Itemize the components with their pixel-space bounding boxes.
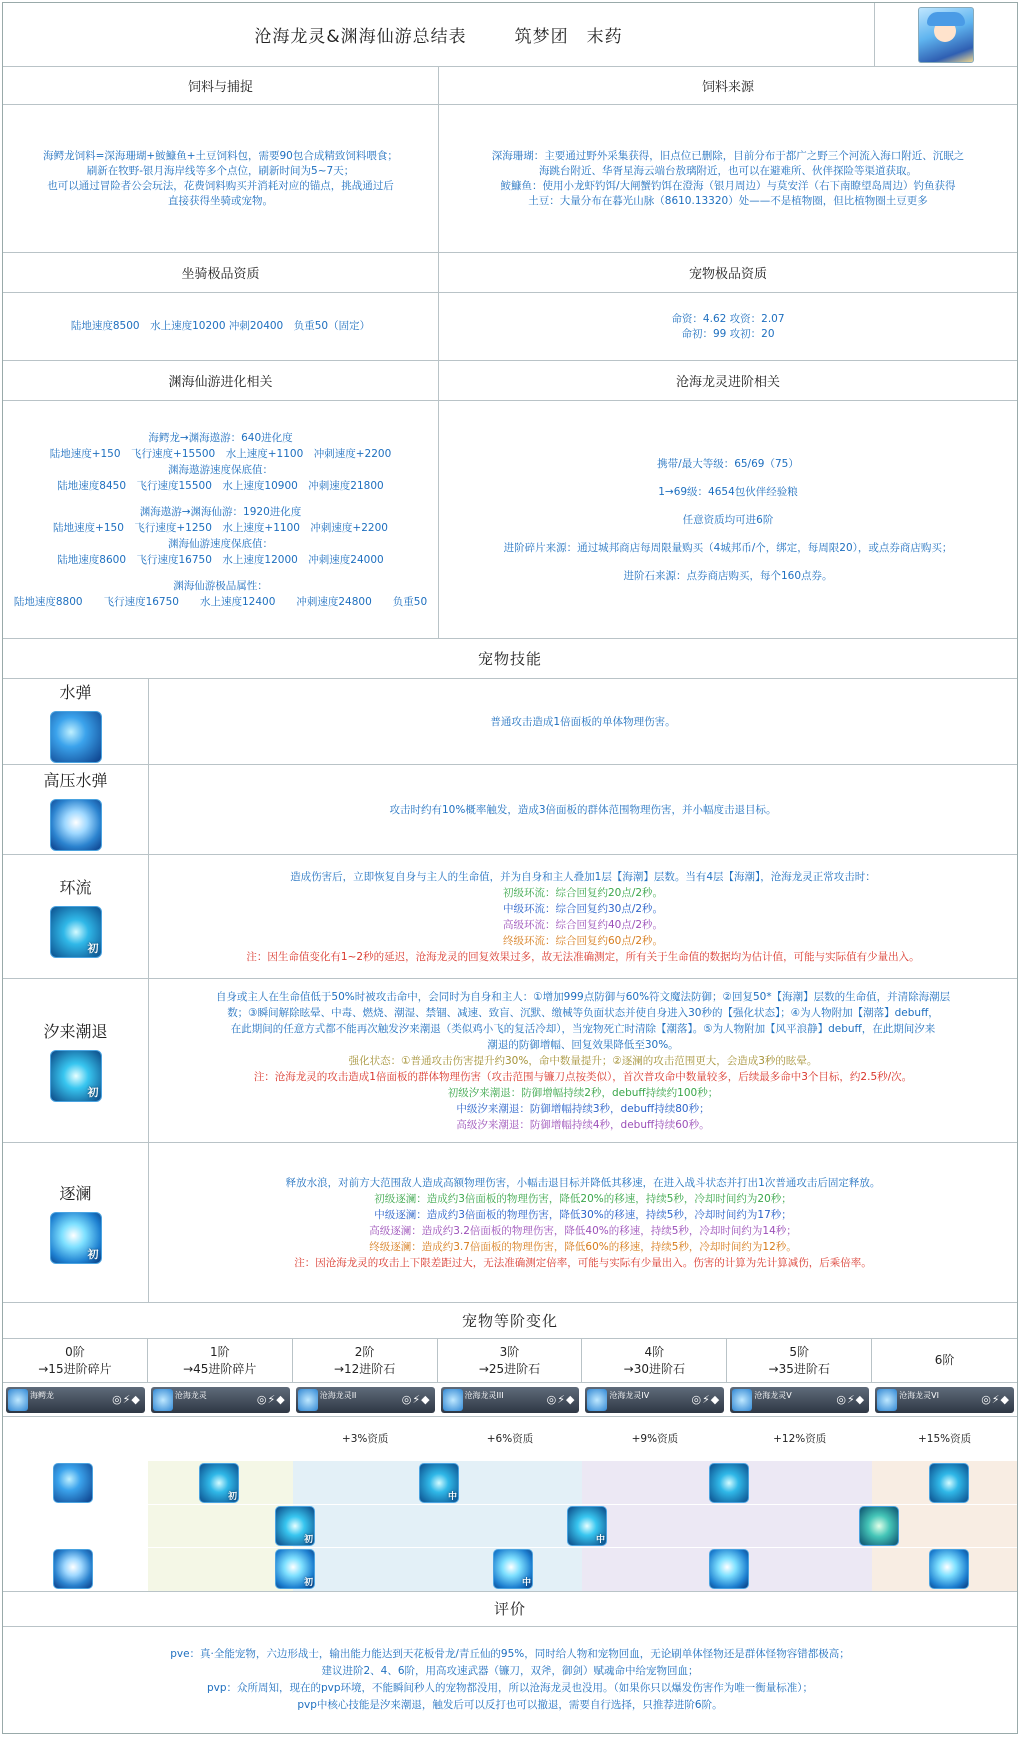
pet-bar-name: 沧海龙灵II: [319, 1391, 357, 1400]
tier-cost: →45进阶碎片: [183, 1361, 257, 1376]
skill-level-badge: 中: [595, 1535, 605, 1545]
tier-header-cell: [438, 1339, 583, 1382]
tier-grid-line: [3, 1547, 1017, 1548]
pet-avatar-icon: [298, 1389, 318, 1411]
tier-header-cell: [727, 1339, 872, 1382]
skill-desc-line: 注：沧海龙灵的攻击造成1倍面板的群体物理伤害（攻击范围与镰刀点按类似），首次普攻命中数量较多，后续最多命中3个目标，约2.5秒/次。: [253, 1070, 913, 1083]
skill-desc-line: 初级汐来潮退：防御增幅持续2秒，debuff持续约100秒；: [447, 1086, 719, 1099]
skill-name-cell: [3, 679, 149, 764]
skill-desc-line: 造成伤害后，立即恢复自身与主人的生命值，并为自身和主人叠加1层【海潮】层数。当有4层【海潮】，沧海龙灵正常攻击时：: [290, 870, 876, 883]
skill-desc-line: 普通攻击造成1倍面板的单体物理伤害。: [490, 715, 676, 728]
header-title-cell: [3, 3, 875, 66]
evo-line: 陆地速度+150 飞行速度+15500 水上速度+1100 冲刺速度+2200: [49, 447, 392, 460]
pet-bar-name: 沧海龙灵III: [464, 1391, 504, 1400]
tier-title: 宠物等阶变化: [461, 1312, 558, 1330]
pet-status-bar: [730, 1387, 869, 1413]
skill-desc-line: 初级逐澜：造成约3倍面板的物理伤害，降低20%的移速，持续5秒，冷却时间约为20秒；: [374, 1192, 792, 1205]
skill-desc-line: 注：因沧海龙灵的攻击上下限差距过大，无法准确测定倍率，可能与实际有少量出入。伤害的计算为先计算减伤，后乘倍率。: [294, 1256, 872, 1269]
tide-ebb-icon: [567, 1506, 607, 1546]
status-icons: ◎⚡◆: [691, 1393, 721, 1406]
evo-line: 渊海遨游→渊海仙游：1920进化度: [139, 505, 302, 518]
pet-bar-name: 沧海龙灵VI: [899, 1391, 939, 1400]
pet-avatar-icon: [732, 1389, 752, 1411]
skill-name: 环流: [59, 878, 92, 897]
skills-title: 宠物技能: [477, 650, 542, 668]
skill-desc-cell: [149, 1143, 1017, 1302]
pet-bar-name: 海鳄龙: [30, 1391, 54, 1400]
evo-title-row: [3, 361, 1017, 401]
feed-catch-text: [3, 105, 439, 252]
review-text: [3, 1627, 1017, 1733]
skill-name-cell: [3, 765, 149, 854]
status-icons: ◎⚡◆: [981, 1393, 1010, 1406]
status-icons: ◎⚡◆: [836, 1393, 866, 1406]
skill-row: [3, 855, 1017, 979]
review-content-row: [3, 1627, 1017, 1733]
evo-line: 陆地速度8450 飞行速度15500 水上速度10900 冲刺速度21800: [57, 479, 384, 492]
pet-advance-text: [439, 401, 1017, 638]
pet-advance-title: 沧海龙灵进阶相关: [675, 375, 780, 390]
pet-avatar-icon: [587, 1389, 607, 1411]
source-line: 深海珊瑚：主要通过野外采集获得，旧点位已删除，目前分布于都广之野三个河流入海口附近、沉眠之: [491, 149, 965, 162]
tier-cost: →35进阶石: [768, 1361, 830, 1376]
mount-quality-text: 陆地速度8500 水上速度10200 冲刺20400 负重50（固定）: [3, 293, 439, 360]
tier-label: 0阶: [65, 1344, 85, 1359]
water-bullet-icon: [50, 711, 102, 763]
review-title: 评价: [493, 1600, 526, 1618]
review-line: pvp中核心技能是汐来潮退，触发后可以反打也可以撤退，需要自行选择，只推荐进阶6阶。: [297, 1699, 723, 1711]
pet-status-bar: [585, 1387, 724, 1413]
page-title: 沧海龙灵&渊海仙游总结表: [254, 27, 467, 47]
skill-desc-line: 初级环流：综合回复约20点/2秒。: [502, 886, 664, 899]
tier-cost: →30进阶石: [623, 1361, 685, 1376]
skill-desc-line: 释放水浪，对前方大范围敌人造成高额物理伤害，小幅击退目标并降低其移速，在进入战斗状态并打出1次普通攻击后固定释放。: [285, 1176, 881, 1189]
mount-quality-title: 坐骑极品资质: [3, 253, 439, 292]
tier-cost: →25进阶石: [478, 1361, 541, 1376]
evo-line: 海鳄龙→渊海遨游：640进化度: [148, 431, 293, 444]
tier-bonus: [3, 1417, 148, 1461]
quality-title-row: [3, 253, 1017, 293]
tide-ebb-icon: [859, 1506, 899, 1546]
skill-desc-line: 数；③瞬间解除眩晕、中毒、燃烧、潮湿、禁锢、减速、致盲、沉默、缴械等负面状态并使自身进入30秒的【强化状态】；④为人物附加【潮落】debuff，: [227, 1006, 939, 1019]
team-name: 筑梦团: [514, 27, 569, 47]
pet-quality-title: 宠物极品资质: [688, 267, 767, 282]
pet-avatar-icon: [877, 1389, 897, 1411]
wave-chase-icon: [709, 1549, 749, 1589]
wave-chase-icon: [275, 1549, 315, 1589]
mount-evo-title: 渊海仙游进化相关: [3, 361, 439, 400]
source-line: 鮟鱇鱼：使用小龙虾钓饵/大闸蟹钓饵在澄海（银月周边）与莫安洋（右下南瞭望岛周边）钓鱼获得: [500, 179, 956, 192]
tier-label: 6阶: [934, 1353, 955, 1367]
tier-label: 1阶: [209, 1344, 230, 1359]
skill-desc-cell: [149, 765, 1017, 854]
advance-line: 进阶碎片来源：通过城邦商店每周限量购买（4城邦币/个，绑定，每周限20），或点券商店购买；: [503, 541, 953, 554]
circulation-icon: [50, 906, 102, 958]
tier-label: 4阶: [644, 1344, 665, 1359]
skill-desc-cell: [149, 679, 1017, 764]
pet-status-bar: [441, 1387, 580, 1413]
skill-row: [3, 979, 1017, 1143]
tide-ebb-icon: [50, 1050, 102, 1102]
evo-line: 渊海仙游极品属性：: [173, 579, 268, 592]
feed-title-row: [3, 67, 1017, 105]
author-name: 末药: [586, 27, 623, 47]
advance-line: 1→69级：4654包伙伴经验粮: [658, 485, 798, 498]
skill-desc-line: 中级汐来潮退：防御增幅持续3秒，debuff持续80秒；: [456, 1102, 710, 1115]
skill-level-badge: 中: [521, 1578, 531, 1588]
evo-line: 陆地速度8600 飞行速度16750 水上速度12000 冲刺速度24000: [57, 553, 384, 566]
skill-desc-line: 终级环流：综合回复约60点/2秒。: [502, 934, 664, 947]
skill-name-cell: [3, 979, 149, 1142]
character-avatar-icon: [918, 7, 974, 63]
skill-desc-cell: [149, 979, 1017, 1142]
skills-title-row: [3, 639, 1017, 679]
skill-desc-line: 在此期间的任意方式都不能再次触发汐来潮退（类似鸡小飞的复活冷却），当宠物死亡时清除【潮落】。⑤为人物附加【风平浪静】debuff，在此期间汐来: [230, 1022, 936, 1035]
tier-label: 2阶: [354, 1344, 375, 1359]
pet-avatar-icon: [8, 1389, 28, 1411]
pet-quality-line: 命初：99 攻初：20: [681, 327, 775, 340]
skill-desc-line: 自身或主人在生命值低于50%时被攻击命中，会同时为自身和主人：①增加999点防御与60%符文魔法防御；②回复50*【海潮】层数的生命值，并清除海潮层: [215, 990, 951, 1003]
tier-bonus-row: [3, 1417, 1017, 1461]
tier-bonus: +3%资质: [341, 1432, 389, 1445]
feed-line: 也可以通过冒险者公会玩法，花费饲料购买并消耗对应的锚点，挑战通过后: [47, 179, 394, 192]
skill-desc-cell: [149, 855, 1017, 978]
high-pressure-bullet-icon: [50, 799, 102, 851]
skill-level-badge: 中: [447, 1492, 457, 1502]
status-icons: ◎⚡◆: [401, 1393, 431, 1406]
tier-header-cell: [148, 1339, 293, 1382]
feed-line: 直接获得坐骑或宠物。: [168, 194, 273, 207]
tier-label: 3阶: [499, 1344, 520, 1359]
pet-status-bar: [151, 1387, 290, 1413]
feed-line: 海鳄龙饲料=深海珊瑚+鮟鱇鱼+土豆饲料包，需要90包合成精致饲料喂食；: [43, 149, 398, 162]
skill-desc-line: 攻击时约有10%概率触发，造成3倍面板的群体范围物理伤害，并小幅度击退目标。: [389, 803, 777, 816]
header-avatar-cell: [875, 3, 1017, 66]
skill-name: 高压水弹: [43, 771, 108, 790]
tier-label: 5阶: [789, 1344, 810, 1359]
evo-line: 陆地速度+150 飞行速度+1250 水上速度+1100 冲刺速度+2200: [53, 521, 388, 534]
skill-row: [3, 1143, 1017, 1303]
pet-bar-name: 沧海龙灵V: [754, 1391, 792, 1400]
high-pressure-bullet-icon: [53, 1549, 93, 1589]
tier-title-row: [3, 1303, 1017, 1339]
skill-name-cell: [3, 855, 149, 978]
pet-status-bar: [875, 1387, 1014, 1413]
skill-level-badge: 初: [87, 942, 99, 955]
feed-source-title: 饲料来源: [701, 80, 754, 95]
skill-level-badge: 初: [303, 1535, 313, 1545]
tier-bonus: +15%资质: [917, 1432, 972, 1445]
status-icons: ◎⚡◆: [256, 1393, 286, 1406]
skill-desc-line: 注：因生命值变化有1~2秒的延迟，沧海龙灵的回复效果过多，故无法准确测定，所有关于生命值的数据均为估计值，可能与实际值有少量出入。: [246, 950, 920, 963]
skill-level-badge: 初: [227, 1492, 237, 1502]
skill-desc-line: 高级逐澜：造成约3.2倍面板的物理伤害，降低40%的移速，持续5秒，冷却时间约为14秒；: [369, 1224, 797, 1237]
pet-quality-text: [439, 293, 1017, 360]
review-line: pvp：众所周知，现在的pvp环境，不能瞬间秒人的宠物都没用，所以沧海龙灵也没用。（如果你只以爆发伤害作为唯一衡量标准）；: [206, 1682, 814, 1694]
mount-evo-text: [3, 401, 439, 638]
pet-avatar-icon: [153, 1389, 173, 1411]
skill-desc-line: 中级逐澜：造成约3倍面板的物理伤害，降低30%的移速，持续5秒，冷却时间约为17秒；: [374, 1208, 792, 1221]
evo-line: 渊海遨游速度保底值：: [168, 463, 273, 476]
evo-line: 渊海仙游速度保底值：: [168, 537, 273, 550]
circulation-icon: [199, 1463, 239, 1503]
wave-chase-icon: [50, 1212, 102, 1264]
skill-level-badge: 初: [87, 1086, 99, 1099]
tier-bonus: +9%资质: [631, 1432, 679, 1445]
circulation-icon: [709, 1463, 749, 1503]
tier-cost: →12进阶石: [333, 1361, 396, 1376]
wave-chase-icon: [929, 1549, 969, 1589]
feed-line: 刷新在牧野-银月海岸线等多个点位，刷新时间为5~7天；: [86, 164, 355, 177]
review-title-row: [3, 1591, 1017, 1627]
status-icons: ◎⚡◆: [112, 1393, 141, 1406]
skill-desc-line: 高级环流：综合回复约40点/2秒。: [502, 918, 664, 931]
skill-desc-line: 高级汐来潮退：防御增幅持续4秒，debuff持续60秒。: [456, 1118, 710, 1131]
quality-content-row: [3, 293, 1017, 361]
water-bullet-icon: [53, 1463, 93, 1503]
skill-name: 逐澜: [59, 1184, 92, 1203]
tier-header-cell: [582, 1339, 727, 1382]
pet-status-bar: [296, 1387, 435, 1413]
tide-ebb-icon: [275, 1506, 315, 1546]
tier-header-cell: [872, 1339, 1017, 1382]
tier-grid-line: [3, 1504, 1017, 1505]
advance-line: 任意资质均可进6阶: [682, 513, 774, 526]
skill-desc-line: 终级逐澜：造成约3.7倍面板的物理伤害，降低60%的移速，持续5秒，冷却时间约为12秒。: [369, 1240, 797, 1253]
review-line: 建议进阶2、4、6阶，用高攻速武器（镰刀，双斧，御剑）赋魂命中给宠物回血；: [321, 1665, 699, 1677]
pet-avatar-icon: [443, 1389, 463, 1411]
skill-name: 汐来潮退: [43, 1022, 108, 1041]
tier-bonus: [148, 1417, 293, 1461]
summary-sheet: [2, 2, 1018, 1734]
tier-bonus: +6%资质: [486, 1432, 534, 1445]
source-line: 土豆：大量分布在暮光山脉（8610.13320）处——不是植物圈，但比植物圈土豆更多: [528, 194, 928, 207]
feed-catch-title: 饲料与捕捉: [3, 67, 439, 104]
header-row: [3, 3, 1017, 67]
pet-bar-name: 沧海龙灵: [174, 1391, 207, 1400]
pet-quality-line: 命资：4.62 攻资：2.07: [671, 312, 785, 325]
feed-source-text: [439, 105, 1017, 252]
tier-bar-row: [3, 1383, 1017, 1417]
skill-row: [3, 679, 1017, 765]
evo-line: 陆地速度8800 飞行速度16750 水上速度12400 冲刺速度24800 负重50: [13, 595, 428, 608]
tier-cost: →15进阶碎片: [38, 1361, 112, 1376]
advance-line: 携带/最大等级：65/69（75）: [657, 457, 799, 470]
tier-header-cell: [3, 1339, 148, 1382]
tier-bonus: +12%资质: [773, 1432, 827, 1445]
skill-row: [3, 765, 1017, 855]
skill-name: 水弹: [59, 683, 92, 702]
status-icons: ◎⚡◆: [546, 1393, 576, 1406]
tier-skill-grid: [3, 1461, 1017, 1592]
advance-line: 进阶石来源：点券商店购买，每个160点券。: [623, 569, 833, 582]
tier-header-row: [3, 1339, 1017, 1383]
circulation-icon: [419, 1463, 459, 1503]
feed-content-row: [3, 105, 1017, 253]
pet-bar-name: 沧海龙灵IV: [609, 1391, 650, 1400]
circulation-icon: [929, 1463, 969, 1503]
review-line: pve：真·全能宠物，六边形战士，输出能力能达到天花板骨龙/青丘仙的95%，同时给人物和宠物回血，无论刷单体怪物还是群体怪物容错都极高；: [170, 1648, 850, 1660]
skill-desc-line: 中级环流：综合回复约30点/2秒。: [502, 902, 664, 915]
wave-chase-icon: [493, 1549, 533, 1589]
pet-status-bar: [6, 1387, 145, 1413]
evo-content-row: [3, 401, 1017, 639]
source-line: 海跳台附近、华胥星海云端台敖璃附近，也可以在避难所、伙伴探险等渠道获取。: [539, 164, 917, 177]
tier-header-cell: [293, 1339, 438, 1382]
skill-level-badge: 初: [87, 1248, 99, 1261]
skill-level-badge: 初: [303, 1578, 313, 1588]
skill-name-cell: [3, 1143, 149, 1302]
skill-desc-line: 潮退的防御增幅、回复效果降低至30%。: [487, 1038, 679, 1051]
skill-desc-line: 强化状态：①普通攻击伤害提升约30%，命中数量提升；②逐澜的攻击范围更大，会造成3秒的眩晕。: [348, 1054, 818, 1067]
